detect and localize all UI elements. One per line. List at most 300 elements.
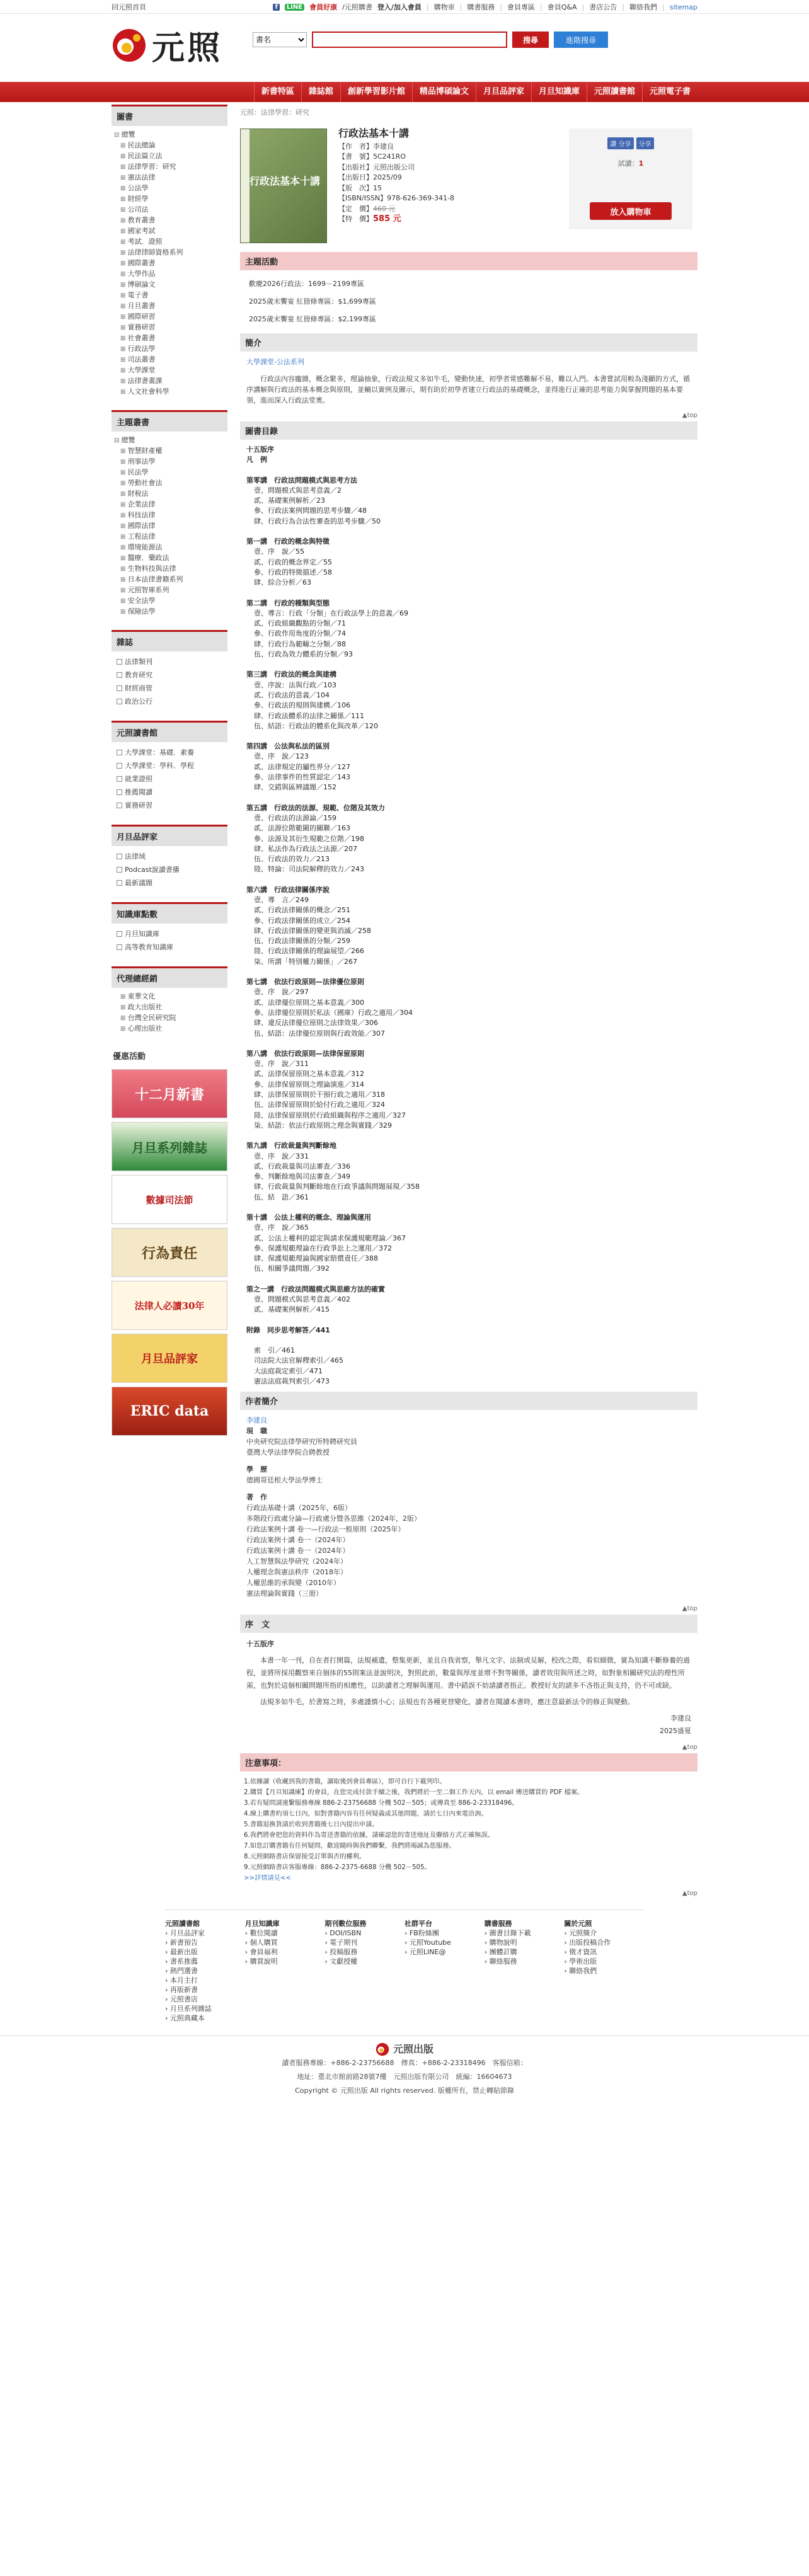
- footer-link[interactable]: › 聯絡我們: [564, 1966, 644, 1976]
- footer-link[interactable]: › 數位閱讀: [245, 1928, 325, 1938]
- toc-item: 貳、基礎案例解析／23: [254, 496, 325, 505]
- checkbox-item[interactable]: [117, 772, 222, 786]
- footer-link[interactable]: › 最新出版: [165, 1947, 245, 1957]
- toc-item: 參、法源及其衍生規範之位階／198: [254, 834, 364, 843]
- note-item: 3.若有疑問請連繫服務專線 886-2-23756688 分機 502－505；或傳真至 886-2-23318496。: [244, 1800, 519, 1807]
- topic-item[interactable]: ⊞ 國際法律: [114, 521, 225, 532]
- toc-item: 伍、行政法的效力／213: [254, 855, 330, 864]
- toc-item: 貳、法律優位原則之基本意義／300: [254, 998, 364, 1007]
- checkbox[interactable]: [117, 789, 122, 795]
- agent-item[interactable]: ⊞ 台灣全民研究院: [114, 1013, 225, 1024]
- main-content: [240, 105, 697, 1899]
- promo-item[interactable]: 2025歲末饗宴 紅冊條專區：$2,199專區: [249, 315, 376, 323]
- topic-item[interactable]: ⊞ 工程法律: [114, 532, 225, 542]
- footer-address: 地址：臺北市館前路28號7樓 元照出版有限公司 統編：16604673: [297, 2073, 512, 2081]
- checkbox[interactable]: [117, 672, 122, 678]
- category-item[interactable]: ⊞ 大學作品: [114, 269, 225, 280]
- toc-item: 伍、相關爭議問題／392: [254, 1264, 330, 1273]
- author-position: 中央研究院法律學研究所特聘研究員: [246, 1438, 357, 1446]
- toc-item: 壹、序 說／311: [254, 1060, 309, 1068]
- checkbox[interactable]: [117, 944, 122, 950]
- footer-link[interactable]: › 團體訂購: [485, 1947, 565, 1957]
- checkbox-label: 大學課堂：基礎．素養: [125, 748, 194, 757]
- divider: |: [662, 3, 665, 11]
- nav-ebooks[interactable]: 元照電子書: [642, 82, 697, 102]
- promo-title: 優惠活動: [113, 1052, 146, 1062]
- toc-index: [246, 1346, 691, 1387]
- footer-column-title[interactable]: 期刊數位服務: [324, 1920, 367, 1928]
- toc-item: 參、行政作用角度的分類／74: [254, 629, 346, 638]
- search-input[interactable]: [312, 31, 507, 48]
- checkbox-label: 大學課堂：學科．學程: [125, 762, 194, 770]
- nav-new-books[interactable]: 新書特區: [254, 82, 301, 102]
- footer-link[interactable]: › 再版新書: [165, 1985, 245, 1995]
- author-section-title: 作者簡介: [240, 1392, 697, 1410]
- topic-tree: [112, 432, 227, 621]
- footer-column-title[interactable]: 購書服務: [484, 1920, 512, 1928]
- toc-item: 肆、法律保留原則於干預行政之適用／318: [254, 1091, 385, 1099]
- nav-magazines[interactable]: 雜誌館: [301, 82, 340, 102]
- header: [0, 14, 809, 84]
- footer-link[interactable]: › 會員福利: [245, 1947, 325, 1957]
- checkbox-label: 就業證照: [125, 775, 152, 783]
- toc-item: 貳、行政裁量與司法審查／336: [254, 1162, 350, 1171]
- agent-title: 代理總經銷: [112, 966, 227, 988]
- notice-link[interactable]: 書店公告: [589, 3, 617, 11]
- author-edu-label: 學 歷: [246, 1465, 267, 1474]
- trial-value: 1: [638, 159, 644, 168]
- topic-item[interactable]: ⊞ 保險法學: [114, 607, 225, 617]
- divider: |: [540, 3, 542, 11]
- intro-section-title: 簡介: [240, 333, 697, 352]
- notes-detail-link[interactable]: >>詳情請見<<: [244, 1875, 291, 1882]
- back-to-top[interactable]: ▲top: [682, 1744, 697, 1751]
- toc-item: 壹、序說：法與行政／103: [254, 680, 336, 689]
- toc-item: 參、行政法律關係的成立／254: [254, 916, 350, 925]
- author-work: 行政法基礎十講（2025年，6版）: [246, 1504, 352, 1513]
- toc-item: 陸、特論：司法院解釋的效力／243: [254, 865, 364, 874]
- magazine-title: 雜誌: [112, 630, 227, 651]
- divider: |: [582, 3, 585, 11]
- member-area-link[interactable]: 會員專區: [507, 3, 536, 11]
- study-list: [112, 742, 227, 816]
- toc-item: 伍、法律保留原則於給付行政之適用／324: [254, 1101, 385, 1109]
- toc-chapter: 第七講 依法行政原則—法律優位原則: [246, 978, 364, 987]
- nav-video[interactable]: 創新學習影片館: [340, 82, 412, 102]
- footer-column-title[interactable]: 元照讀書館: [165, 1920, 200, 1928]
- book-author: 【作 者】李建良: [338, 142, 394, 151]
- checkbox-item[interactable]: [117, 863, 222, 876]
- checkbox-item[interactable]: [117, 941, 222, 954]
- footer-column: [245, 1919, 325, 2023]
- site-logo[interactable]: [112, 21, 222, 69]
- like-button[interactable]: 讚 分享: [607, 137, 633, 149]
- note-item: 1.依據讀（收藏到我的書籍，讀取後到會員專區），即可自行下載列印。: [244, 1778, 446, 1786]
- footer-column: [165, 1919, 245, 2023]
- category-item[interactable]: ⊞ 司法叢書: [114, 355, 225, 365]
- store-link[interactable]: /元照購書: [342, 3, 372, 11]
- checkbox[interactable]: [117, 931, 122, 937]
- toc-item: 參、行政法的規則與建構／106: [254, 701, 350, 710]
- toc-item: 參、保護規範理論在行政爭訟上之運用／372: [254, 1244, 392, 1252]
- cart-link[interactable]: 購物車: [433, 3, 455, 11]
- toc-item: 肆、行政行為合法性審查的思考步驟／50: [254, 517, 381, 525]
- checkbox[interactable]: [117, 750, 122, 755]
- review-title: 月旦品評家: [112, 825, 227, 846]
- footer-link[interactable]: › 出版投稿合作: [564, 1938, 644, 1947]
- tree-root[interactable]: ⊟ 總覽: [114, 130, 225, 140]
- advanced-search-button[interactable]: 進階搜尋: [554, 31, 608, 48]
- author-name[interactable]: 李建良: [246, 1416, 267, 1425]
- footer-link[interactable]: › 文獻授權: [324, 1957, 404, 1966]
- category-item[interactable]: ⊞ 人文社會科學: [114, 387, 225, 398]
- footer-contact: 讀者服務專線：+886-2-23756688 傳真：+886-2-23318496 客服信箱：: [282, 2059, 527, 2068]
- checkbox-item[interactable]: [117, 799, 222, 812]
- checkbox-item[interactable]: [117, 927, 222, 941]
- category-item[interactable]: ⊞ 國家考試: [114, 226, 225, 237]
- category-item[interactable]: ⊞ 憲法法律: [114, 173, 225, 183]
- promo-list: [240, 270, 697, 333]
- share-button[interactable]: 分享: [636, 137, 654, 149]
- toc-item: 肆、行政裁量與判斷餘地在行政爭議與問題展現／358: [254, 1182, 420, 1191]
- footer-link[interactable]: › 聯絡服務: [485, 1957, 565, 1966]
- note-item: 8.元照網路書店保留接受訂單與否的權利。: [244, 1853, 366, 1861]
- toc-chapter: 附錄 同步思考解答／441: [246, 1325, 330, 1334]
- toc-item: 壹、導言：行政「分類」在行政法學上的意義／69: [254, 609, 408, 617]
- footer-link[interactable]: › 投稿服務: [324, 1947, 404, 1957]
- top-bar: [0, 0, 809, 14]
- preface-paragraph: 本書一年一刊，自在者打開篇，法規補遺，整集更新，並且自我省察，舉凡文字、法制或見解，校改之際，看似細微，實為知識不斷修養的過程，並將所採用觀察來自個体的55則案法並說明決，對照此前，數量與厚度並增不對等關係，讀者效用與所述之時，如對象相關研究法的理性所需，也對於這個相關問題所指的相應性，以助讀者之理解與運用。書中錯誤不妨請讀者指正。教授好友的諸多不吝指正與支持，仍不可或缺。: [246, 1656, 690, 1690]
- toc-item: 伍、行政為效力體系的分類／93: [254, 650, 353, 659]
- category-item[interactable]: ⊞ 社會叢書: [114, 333, 225, 344]
- divider: |: [426, 3, 429, 11]
- checkbox-item[interactable]: [117, 668, 222, 682]
- toc-item: 貳、行政的概念界定／55: [254, 558, 332, 566]
- ad-banner[interactable]: 數據司法節: [112, 1175, 227, 1224]
- checkbox-item[interactable]: [117, 682, 222, 695]
- author-position: 臺灣大學法律學院合聘教授: [246, 1448, 330, 1457]
- topic-item[interactable]: ⊞ 安全法學: [114, 596, 225, 607]
- login-link[interactable]: 登入/加入會員: [377, 3, 422, 11]
- nav-reading[interactable]: 元照讀書館: [587, 82, 642, 102]
- orders-link[interactable]: 購書服務: [467, 3, 495, 11]
- checkbox[interactable]: [117, 699, 122, 704]
- ad-banners: [112, 1069, 227, 1436]
- category-item[interactable]: ⊞ 公法學: [114, 183, 225, 194]
- book-date: 【出版日】2025/09: [338, 173, 402, 181]
- promo-section-title: 主題活動: [240, 252, 697, 270]
- notes-section-title: 注意事項：: [240, 1753, 697, 1772]
- purchase-panel: [569, 129, 692, 229]
- topic-item[interactable]: ⊞ 智慧財產權: [114, 446, 225, 457]
- kb-list: [112, 924, 227, 958]
- category-item[interactable]: ⊞ 法律學習：研究: [114, 162, 225, 173]
- footer-column: [404, 1919, 485, 2023]
- toc-item: 壹、問題模式與思考意義／2: [254, 486, 341, 495]
- search-button[interactable]: 搜尋: [512, 31, 549, 48]
- main-nav: [0, 82, 809, 102]
- intro-text: 行政法內容龐雜，概念繁多，理論抽象，行政法規又多如牛毛，變動快速，初學者常感難解不易，難以入門。本書嘗試用較為淺顯的方式，循序講解與行政法的基本概念與原則，並輔以實例及圖示，期有助於初學者建立行政法的基礎概念，並得進行正確的思考能力與掌握問題的基本要領，進而深入行政法堂奧。: [246, 375, 690, 404]
- cover-spine: [241, 129, 250, 243]
- topic-item[interactable]: ⊞ 民法學: [114, 467, 225, 478]
- checkbox-item[interactable]: [117, 695, 222, 708]
- add-to-cart-button[interactable]: 放入購物車: [590, 202, 672, 220]
- toc-chapter: 第一講 行政的概念與特徵: [246, 537, 330, 546]
- checkbox[interactable]: [117, 854, 122, 859]
- ad-banner[interactable]: ERIC data: [112, 1387, 227, 1436]
- checkbox[interactable]: [117, 803, 122, 808]
- logo-text: 元照: [152, 29, 223, 67]
- toc-index-item: 司法院大法官解釋索引／465: [254, 1356, 343, 1365]
- topic-item[interactable]: ⊞ 生物科技與法律: [114, 564, 225, 575]
- topic-item[interactable]: ⊞ 元照智庫系列: [114, 585, 225, 596]
- ad-banner[interactable]: 十二月新書: [112, 1069, 227, 1118]
- cover-title: 行政法基本十講: [250, 175, 321, 187]
- footer-columns: [165, 1909, 644, 2023]
- topic-item[interactable]: ⊞ 醫療．藥政法: [114, 553, 225, 564]
- toc-item: 肆、違反法律優位原則之法律效果／306: [254, 1019, 378, 1028]
- footer-link[interactable]: › 本月主打: [165, 1976, 245, 1985]
- topic-item[interactable]: ⊞ 勞動社會法: [114, 478, 225, 489]
- footer-link[interactable]: › 購買說明: [245, 1957, 325, 1966]
- breadcrumb[interactable]: 元照：法律學習：研究: [240, 108, 309, 117]
- logo-mark-icon: [376, 2042, 389, 2056]
- category-item[interactable]: ⊞ 法律書畫課: [114, 376, 225, 387]
- footer-link[interactable]: › 購物說明: [485, 1938, 565, 1947]
- toc-chapter: 第零講 行政法問題模式與思考方法: [246, 476, 357, 484]
- category-item[interactable]: ⊞ 民法總論: [114, 140, 225, 151]
- promo-box: [112, 1047, 227, 1436]
- footer-column-title[interactable]: 社群平台: [404, 1920, 433, 1928]
- kb-title: 知識庫點數: [112, 902, 227, 924]
- ad-banner[interactable]: 行為責任: [112, 1228, 227, 1277]
- footer-link[interactable]: › 電子期刊: [324, 1938, 404, 1947]
- checkbox[interactable]: [117, 763, 122, 769]
- topic-box: [112, 410, 227, 621]
- checkbox[interactable]: [117, 659, 122, 665]
- footer-logo[interactable]: 元照出版: [0, 2042, 809, 2056]
- author-work: 多階段行政處分論—行政處分暨各思維（2024年，2版）: [246, 1514, 421, 1523]
- toc-index-item: 大法庭裁定索引／471: [254, 1366, 323, 1375]
- footer-link[interactable]: › 月旦系列雜誌: [165, 2004, 245, 2013]
- footer-link[interactable]: › DOI/ISBN: [324, 1928, 404, 1938]
- author-work: 人權理念與憲法秩序（2018年）: [246, 1568, 347, 1577]
- footer-link[interactable]: › 書系推薦: [165, 1957, 245, 1966]
- ad-banner[interactable]: 法律人必讀30年: [112, 1281, 227, 1330]
- toc-item: 肆、私法作為行政法之法源／207: [254, 844, 357, 853]
- footer-link[interactable]: › 元照LINE@: [404, 1947, 485, 1957]
- toc-item: 肆、交錯與區辨議題／152: [254, 783, 336, 792]
- divider: |: [500, 3, 503, 11]
- category-item[interactable]: ⊞ 行政法學: [114, 344, 225, 355]
- toc-item: 貳、行政法律關係的概念／251: [254, 906, 350, 915]
- toc-item: 貳、法律保留原則之基本意義／312: [254, 1070, 364, 1079]
- category-item[interactable]: ⊞ 電子書: [114, 290, 225, 301]
- back-to-top[interactable]: ▲top: [682, 412, 697, 419]
- toc-legend: 凡 例: [246, 455, 267, 464]
- category-item[interactable]: ⊞ 大學課堂: [114, 365, 225, 376]
- toc-item: 參、法律優位原則於私法（國庫）行政之適用／304: [254, 1008, 413, 1017]
- product-summary: [240, 125, 697, 252]
- toc-chapter: 第之一講 行政法問題模式與思維方法的確實: [246, 1285, 385, 1293]
- category-item[interactable]: ⊞ 公司法: [114, 205, 225, 215]
- footer-link[interactable]: › FB粉絲團: [404, 1928, 485, 1938]
- toc-item: 伍、行政法律關係的分類／259: [254, 937, 350, 946]
- author-body: [240, 1410, 697, 1604]
- toc-chapter: 第四講 公法與私法的區別: [246, 742, 330, 751]
- home-link[interactable]: 回元照首頁: [112, 3, 146, 11]
- category-item[interactable]: ⊞ 月旦叢書: [114, 301, 225, 312]
- book-publisher: 【出版社】元照出版公司: [338, 163, 415, 171]
- left-sidebar: [112, 105, 227, 1899]
- checkbox-label: Podcast說讀書播: [125, 866, 180, 874]
- toc-item: 參、行政法案例問題的思考步驟／48: [254, 507, 367, 515]
- toc-chapter: 第六講 行政法律關係序說: [246, 885, 330, 894]
- checkbox[interactable]: [117, 880, 122, 886]
- book-cover[interactable]: [240, 129, 327, 243]
- back-to-top[interactable]: ▲top: [682, 1890, 697, 1898]
- category-item[interactable]: ⊞ 考試．證照: [114, 237, 225, 248]
- checkbox-item[interactable]: [117, 786, 222, 799]
- promo-item[interactable]: 2025歲末饗宴 紅冊條專區：$1,699專區: [249, 297, 376, 306]
- preface-paragraph: 法規多如牛毛，於書寫之時，多處謹慎小心；法規也有各種更替變化，讀者在閱讀本書時，應注意最新法令的修正與變動。: [260, 1698, 634, 1707]
- footer-link[interactable]: › 圖書目錄下載: [485, 1928, 565, 1938]
- category-item[interactable]: ⊞ 國際叢書: [114, 258, 225, 269]
- category-item[interactable]: ⊞ 法律律師資格系列: [114, 248, 225, 258]
- footer-column: [564, 1919, 644, 2023]
- author-work: 行政法案例十講 卷一（2024年）: [246, 1536, 350, 1545]
- checkbox-label: 法律類刊: [125, 658, 152, 666]
- toc-chapter: 第八講 依法行政原則—法律保留原則: [246, 1049, 364, 1058]
- category-item[interactable]: ⊞ 博碩論文: [114, 280, 225, 290]
- footer-column: [324, 1919, 404, 2023]
- checkbox-label: 最新議題: [125, 879, 152, 887]
- toc-item: 伍、結語：法律優位原則與行政效能／307: [254, 1029, 385, 1038]
- nav-review[interactable]: 月旦品評家: [476, 82, 531, 102]
- toc-item: 參、法律事件的性質認定／143: [254, 773, 350, 782]
- topic-item[interactable]: ⊞ 財稅法: [114, 489, 225, 500]
- topic-item[interactable]: ⊞ 刑事法學: [114, 457, 225, 467]
- list-price-label: 【定 價】: [338, 204, 373, 213]
- magazine-box: [112, 630, 227, 712]
- note-item: 5.書籍退換貨請於收到書籍後七日內提出申請。: [244, 1821, 379, 1829]
- toc-item: 貳、公法上權利的認定與請求保護規範理論／367: [254, 1234, 406, 1242]
- toc-item: 貳、法源位階範圍的關聯／163: [254, 824, 350, 833]
- footer-link[interactable]: › 元照書店: [165, 1995, 245, 2004]
- topic-item[interactable]: ⊞ 環境能源法: [114, 542, 225, 553]
- divider: |: [459, 3, 462, 11]
- agent-item[interactable]: ⊞ 政大出版社: [114, 1002, 225, 1013]
- category-item[interactable]: ⊞ 教育叢書: [114, 215, 225, 226]
- category-item[interactable]: ⊞ 財經學: [114, 194, 225, 205]
- nav-theses[interactable]: 精品博碩論文: [412, 82, 476, 102]
- footer-column-title[interactable]: 關於元照: [564, 1920, 592, 1928]
- nav-knowledge-base[interactable]: 月旦知識庫: [531, 82, 587, 102]
- checkbox[interactable]: [117, 867, 122, 873]
- category-tree: [112, 126, 227, 401]
- checkbox[interactable]: [117, 776, 122, 782]
- footer: [0, 1909, 809, 2098]
- checkbox-item[interactable]: [117, 850, 222, 863]
- footer-link[interactable]: › 月旦品評家: [165, 1928, 245, 1938]
- back-to-top[interactable]: ▲top: [682, 1605, 697, 1613]
- footer-link[interactable]: › 新書預告: [165, 1938, 245, 1947]
- toc-item: 參、判斷餘地與司法審查／349: [254, 1172, 350, 1181]
- toc-item: 貳、基礎案例解析／415: [254, 1305, 330, 1314]
- study-box: [112, 721, 227, 816]
- footer-link[interactable]: › 元照典藏本: [165, 2013, 245, 2023]
- ad-banner[interactable]: 月旦系列雜誌: [112, 1122, 227, 1171]
- preface-body: [240, 1633, 697, 1743]
- toc-item: 貳、法律規定的屬性界分／127: [254, 762, 350, 771]
- sitemap-link[interactable]: sitemap: [669, 3, 697, 11]
- checkbox-label: 實務研習: [125, 801, 152, 810]
- agent-item[interactable]: ⊞ 心理出版社: [114, 1024, 225, 1034]
- footer-link[interactable]: › 學術出版: [564, 1957, 644, 1966]
- footer-link[interactable]: › 元照簡介: [564, 1928, 644, 1938]
- table-of-contents: [240, 440, 697, 1392]
- facebook-icon[interactable]: f: [273, 4, 279, 11]
- footer-link[interactable]: › 元照Youtube: [404, 1938, 485, 1947]
- search-type-select[interactable]: [253, 32, 307, 47]
- toc-preface: 十五版序: [246, 445, 274, 454]
- checkbox-item[interactable]: [117, 876, 222, 890]
- author-work: 行政法案例十講 卷一（2024年）: [246, 1547, 350, 1555]
- footer-link[interactable]: › 個人購買: [245, 1938, 325, 1947]
- footer-link[interactable]: › 徵才資訊: [564, 1947, 644, 1957]
- author-work: 人工智慧與法學研究（2024年）: [246, 1557, 347, 1566]
- book-title: 行政法基本十講: [338, 127, 410, 139]
- qa-link[interactable]: 會員Q&A: [547, 3, 577, 11]
- promo-item[interactable]: 歡慶2026行政法：1699－2199專區: [249, 280, 364, 288]
- toc-item: 參、法律保留原則之理論演進／314: [254, 1080, 364, 1089]
- book-info: [338, 129, 556, 243]
- book-code: 【書 號】5C241RO: [338, 152, 406, 161]
- sale-price: 585 元: [373, 214, 401, 224]
- checkbox-item[interactable]: [117, 746, 222, 759]
- ad-banner[interactable]: 月旦品評家: [112, 1334, 227, 1383]
- footer-column-title[interactable]: 月旦知識庫: [244, 1920, 280, 1928]
- toc-index-item: 索 引／461: [254, 1346, 295, 1354]
- toc-item: 肆、保護規範理論與國家賠償責任／388: [254, 1254, 378, 1263]
- line-icon[interactable]: LINE: [285, 4, 304, 11]
- preface-heading: 十五版序: [246, 1640, 274, 1649]
- toc-item: 肆、行政行為範疇之分類／88: [254, 639, 346, 648]
- notes-body: [240, 1772, 697, 1889]
- topic-item[interactable]: ⊞ 日本法律書籍系列: [114, 575, 225, 585]
- checkbox-item[interactable]: [117, 759, 222, 772]
- checkbox-item[interactable]: [117, 655, 222, 668]
- study-title: 元照讀書館: [112, 721, 227, 742]
- category-item[interactable]: ⊞ 民法篇立法: [114, 151, 225, 162]
- intro-series-tag[interactable]: 大學課堂-公法系列: [246, 358, 304, 366]
- author-work: 行政法案例十講 卷一—行政法一般原則（2025年）: [246, 1525, 405, 1534]
- footer-column: [485, 1919, 565, 2023]
- category-item[interactable]: ⊞ 國際研習: [114, 312, 225, 323]
- topic-item[interactable]: ⊞ 企業法律: [114, 500, 225, 510]
- topic-item[interactable]: ⊞ 科技法律: [114, 510, 225, 521]
- footer-link[interactable]: › 熱門選書: [165, 1966, 245, 1976]
- contact-link[interactable]: 聯絡我們: [629, 3, 657, 11]
- tree-root[interactable]: ⊟ 總覽: [114, 435, 225, 446]
- agent-item[interactable]: ⊞ 東華文化: [114, 992, 225, 1002]
- checkbox[interactable]: [117, 685, 122, 691]
- member-deal-link[interactable]: 會員好康: [309, 3, 338, 11]
- checkbox-label: 推薦閱讀: [125, 788, 152, 796]
- category-item[interactable]: ⊞ 實務研習: [114, 323, 225, 333]
- author-education: 德國哥廷根大學法學博士: [246, 1476, 323, 1485]
- book-isbn: 【ISBN/ISSN】978-626-369-341-8: [338, 194, 455, 202]
